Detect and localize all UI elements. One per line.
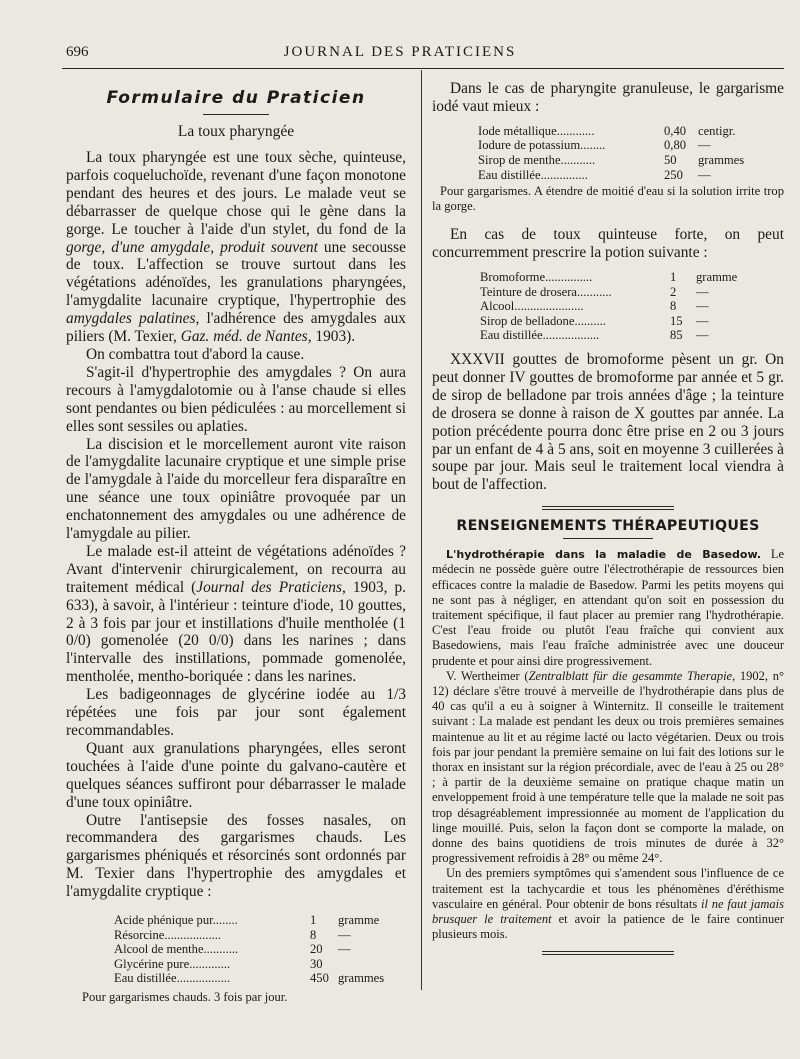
quantity: 450 <box>310 971 329 986</box>
title-rule <box>563 538 653 539</box>
unit: — <box>338 927 351 942</box>
prescription-row <box>114 942 384 957</box>
paragraph: L'hydrothérapie dans la maladie de Basedow. Le médecin ne possède guère outre l'électrothérapie de ressources bien efficaces contre la maladie de Basedow. Parmi les petits moyens qui ne sont pas à négliger, en attendant qu'on soit en possession du traitement spécifique, il faut placer au premier rang l'hydrothérapie. C'est l'eau froide ou plutôt l'eau fraîche qui convient aux Basedowiens, mais l'eau fraîche administrée avec une douceur prudente et pour ainsi dire progressivement. <box>432 547 785 668</box>
header-rule <box>62 68 784 69</box>
quantity: 2 <box>670 284 677 299</box>
quantity: 8 <box>310 927 317 942</box>
prescription-row <box>480 270 737 285</box>
ingredient: Résorcine.................. <box>114 927 222 942</box>
paragraph: Le malade est-il atteint de végétations adénoïdes ? Avant d'intervenir chirurgicalement, on recourra au traitement médical (Journal des Praticiens, 1903, p. 633), à savoir, à l'intérieur : teinture d'iode, 10 gouttes, 2 à 3 fois par jour et instillations d'huile mentholée (1 0/0) gomenolée (20 0/0) dans les narines ; dans l'intervalle des instillations, pommade gomenolée, mentholée, mentho-boriquée : dans les narines. <box>66 542 407 686</box>
title-rule <box>203 114 269 115</box>
prescription-gargarisme-iode <box>478 124 744 182</box>
ingredient: Glycérine pure............. <box>114 956 231 971</box>
right-column <box>432 80 784 955</box>
paragraph: Outre l'antisepsie des fosses nasales, on recommandera des gargarismes chauds. Les gargarismes phéniqués et résorcinés sont ordonnés par M. Texier dans l'hypertrophie des amygdales et l'amygdalite cryptique : <box>66 811 406 901</box>
paragraph: La discision et le morcellement auront vite raison de l'amygdalite lacunaire cryptique et une simple prise de l'amygdale à l'aide du morcelleur fera disparaître en une séance une toux opiniâtre provoquée par un enchatonnement des amygdales ou une adhérence de l'amygdale au pilier. <box>66 435 406 543</box>
prescription-row <box>114 913 384 928</box>
ingredient: Alcool de menthe........... <box>114 942 239 957</box>
section-title-renseignements: RENSEIGNEMENTS THÉRAPEUTIQUES <box>456 518 760 535</box>
ingredient: Sirop de menthe........... <box>478 153 596 167</box>
prescription-row <box>114 957 384 972</box>
unit: — <box>696 328 709 343</box>
prescription-note: Pour gargarismes. A étendre de moitié d'eau si la solution irrite trop la gorge. <box>432 184 784 214</box>
paragraph: Dans le cas de pharyngite granuleuse, le gargarisme iodé vaut mieux : <box>432 80 784 115</box>
quantity: 30 <box>310 956 323 971</box>
ingredient: Iodure de potassium........ <box>478 138 606 153</box>
ingredient: Iode métallique............ <box>478 123 595 138</box>
ingredient: Eau distillée.................. <box>480 328 600 343</box>
quantity: 15 <box>670 313 683 328</box>
ingredient: Eau distillée................. <box>114 971 231 986</box>
prescription-row <box>480 299 737 314</box>
left-column <box>66 80 406 1005</box>
ingredient: Teinture de drosera........... <box>480 284 612 299</box>
unit <box>338 957 384 972</box>
quantity: 250 <box>664 167 683 182</box>
ingredient: Eau distillée............... <box>478 167 588 182</box>
paragraph: Les badigeonnages de glycérine iodée au 1/3 répétées une fois par jour sont également recommandables. <box>66 686 406 739</box>
prescription-row <box>480 314 737 329</box>
unit: — <box>696 284 709 299</box>
prescription-gargarisme-phenique <box>114 913 384 986</box>
prescription-row <box>478 153 744 168</box>
prescription-row <box>480 285 737 300</box>
column-divider <box>421 70 422 990</box>
quantity: 8 <box>670 299 677 314</box>
prescription-row <box>480 328 737 343</box>
quantity: 1 <box>310 913 317 928</box>
unit: — <box>698 167 711 182</box>
prescription-row <box>114 928 384 943</box>
paragraph: On combattra tout d'abord la cause. <box>86 345 305 363</box>
unit: — <box>696 299 709 314</box>
prescription-row <box>478 138 744 153</box>
unit: — <box>696 313 709 328</box>
prescription-note: Pour gargarismes chauds. 3 fois par jour. <box>82 990 288 1005</box>
unit: — <box>338 942 351 957</box>
journal-title: JOURNAL DES PRATICIENS <box>283 44 517 60</box>
quantity: 1 <box>670 270 677 284</box>
unit: gramme <box>696 270 738 284</box>
paragraph: La toux pharyngée est une toux sèche, quinteuse, parfois coqueluchoïde, revenant d'une façon monotone pendant des heures et des jours. Le malade veut se débarrasser de quelque chose qui le gène dans la gorge. Le toucher à l'aide d'un stylet, du fond de la gorge, d'une amygdale, produit souvent une secousse de toux. L'affection se trouve surtout dans les végétations adénoïdes, les granulations pharyngées, l'amygdalite lacunaire cryptique, l'hypertrophie des amygdales palatines, l'adhérence des amygdales aux piliers (M. Texier, Gaz. méd. de Nantes, 1903). <box>66 149 406 346</box>
article-title: La toux pharyngée <box>177 123 295 140</box>
quantity: 50 <box>664 153 677 167</box>
prescription-row <box>478 124 744 139</box>
paragraph: S'agit-il d'hypertrophie des amygdales ? On aura recours à l'amygdalotomie ou à l'anse chaude si elles sont pendantes ou bien pédiculées : au morcellement si elles sont sessiles ou aplaties. <box>66 363 406 435</box>
ingredient: Sirop de belladone.......... <box>480 313 606 328</box>
quantity: 85 <box>670 328 683 343</box>
paragraph: V. Wertheimer (Zentralblatt für die gesammte Therapie, 1902, n° 12) déclare s'être trouvé à merveille de l'hydrothérapie dans plus de 40 cas qu'il a eu à soigner à Winternitz. Il conseille le traitement suivant : La malade est pendant les deux ou trois premières semaines maintenue au lit et au régime lacté ou lacto végétarien. Deux ou trois fois par jour pendant la première semaine on lui fait des lotions sur le thorax en insistant sur la région précordiale, avec de l'eau à 25 ou 28° ; à partir de la deuxième semaine on pratique chaque matin un enveloppement froid à une température telle que la malade ne soit pas trop désagréablement impressionnée au moment de l'application du linge mouillé. Puis, selon la façon dont se comporte la malade, on donne des bains quotidiens de trois minutes de durée à 32° progressivement refroidis à 28° ou même 24°. <box>432 668 784 866</box>
quantity: 20 <box>310 942 323 957</box>
section-title-formulaire: Formulaire du Praticien <box>106 88 366 108</box>
quantity: 0,40 <box>664 123 687 138</box>
paragraph: Un des premiers symptômes qui s'amendent sous l'influence de ce traitement est la tachycardie et tous les phénomènes d'éréthisme vasculaire en général. Pour obtenir de bons résultats il ne faut jamais brusquer le traitement et avoir la patience de le faire continuer plusieurs mois. <box>432 866 784 942</box>
unit: centigr. <box>698 123 736 138</box>
paragraph: En cas de toux quinteuse forte, on peut concurremment prescrire la potion suivante : <box>432 226 784 262</box>
paragraph: XXXVII gouttes de bromoforme pèsent un gr. On peut donner IV gouttes de bromoforme par année et 5 gr. de sirop de belladone par trois années d'âge ; la teinture de drosera se donne à raison de X gouttes par année. La potion précédente pourra donc être prise en 2 ou 3 jours par un enfant de 4 à 5 ans, soit en moyenne 3 cuillerées à soupe par jour. Mais seul le traitement local viendra à bout de l'affection. <box>432 350 784 494</box>
ingredient: Bromoforme............... <box>480 270 593 284</box>
ingredient: Alcool...................... <box>480 299 584 314</box>
unit: gramme <box>338 913 380 928</box>
paragraph-lead: L'hydrothérapie dans la maladie de Basedow. <box>446 548 762 562</box>
unit: grammes <box>338 971 385 986</box>
prescription-row <box>114 971 384 986</box>
unit: — <box>698 138 711 153</box>
quantity: 0,80 <box>664 138 687 153</box>
section-divider <box>542 506 674 510</box>
page-number: 696 <box>66 44 89 60</box>
end-rule <box>542 951 674 955</box>
paragraph: Quant aux granulations pharyngées, elles seront touchées à l'aide d'une pointe du galvano-cautère et quelques séances suffiront pour débarrasser le malade d'une toux opiniâtre. <box>66 739 406 811</box>
ingredient: Acide phénique pur........ <box>114 913 238 928</box>
prescription-row <box>478 168 744 183</box>
prescription-potion <box>480 270 737 343</box>
unit: grammes <box>698 153 745 167</box>
